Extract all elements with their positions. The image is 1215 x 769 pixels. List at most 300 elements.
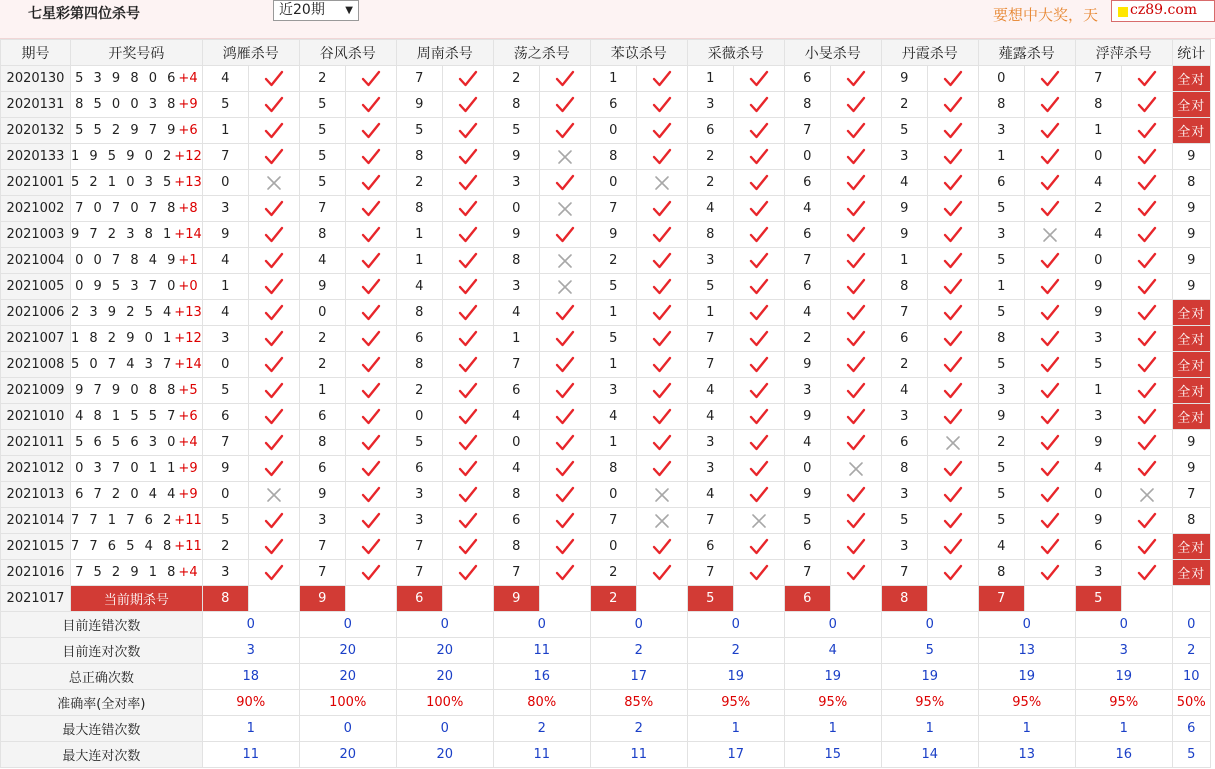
cross-icon xyxy=(1024,222,1075,248)
check-icon xyxy=(636,66,687,92)
check-icon xyxy=(248,456,299,482)
kill-number-cell: 3 xyxy=(202,196,248,222)
check-icon xyxy=(248,66,299,92)
empty-cell xyxy=(733,586,784,612)
check-icon xyxy=(1121,404,1172,430)
top-bar xyxy=(0,0,1215,39)
check-icon xyxy=(1121,378,1172,404)
check-icon xyxy=(830,92,881,118)
check-icon xyxy=(830,378,881,404)
period-cell: 2021016 xyxy=(1,560,71,586)
draw-numbers: 4 8 1 5 5 7 xyxy=(75,409,179,424)
kill-number-cell: 0 xyxy=(784,144,830,170)
empty-cell xyxy=(1024,586,1075,612)
kill-number-cell: 4 xyxy=(1075,170,1121,196)
check-icon xyxy=(1024,352,1075,378)
kill-number-cell: 3 xyxy=(881,144,927,170)
draw-numbers-cell xyxy=(71,118,203,144)
kill-number-cell: 7 xyxy=(493,560,539,586)
kill-number-cell: 8 xyxy=(978,92,1024,118)
summary-value: 0 xyxy=(299,612,396,638)
kill-number-table xyxy=(0,39,1211,768)
summary-row xyxy=(1,742,1211,768)
check-icon xyxy=(927,144,978,170)
check-icon xyxy=(1121,300,1172,326)
check-icon xyxy=(1024,274,1075,300)
table-row xyxy=(1,222,1211,248)
kill-number-cell: 6 xyxy=(881,326,927,352)
check-icon xyxy=(636,326,687,352)
column-header-expert: 周南杀号 xyxy=(396,40,493,66)
summary-value: 11 xyxy=(590,742,687,768)
kill-number-cell: 5 xyxy=(396,430,442,456)
kill-number-cell: 4 xyxy=(493,404,539,430)
kill-number-cell: 9 xyxy=(784,352,830,378)
check-icon xyxy=(442,274,493,300)
kill-number-cell: 5 xyxy=(978,482,1024,508)
kill-number-cell: 1 xyxy=(202,118,248,144)
table-row xyxy=(1,326,1211,352)
kill-number-cell: 8 xyxy=(493,248,539,274)
draw-numbers-cell xyxy=(71,430,203,456)
kill-number-cell: 8 xyxy=(396,300,442,326)
check-icon xyxy=(636,378,687,404)
cross-icon xyxy=(539,274,590,300)
kill-number-cell: 5 xyxy=(978,300,1024,326)
check-icon xyxy=(442,534,493,560)
check-icon xyxy=(248,144,299,170)
kill-number-cell: 5 xyxy=(978,456,1024,482)
check-icon xyxy=(927,248,978,274)
check-icon xyxy=(733,196,784,222)
check-icon xyxy=(1024,326,1075,352)
kill-number-cell: 4 xyxy=(1075,456,1121,482)
table-row xyxy=(1,274,1211,300)
summary-value: 20 xyxy=(299,638,396,664)
period-cell: 2021003 xyxy=(1,222,71,248)
check-icon xyxy=(636,248,687,274)
check-icon xyxy=(442,508,493,534)
kill-number-cell: 7 xyxy=(590,508,636,534)
check-icon xyxy=(248,534,299,560)
summary-value: 1 xyxy=(687,716,784,742)
draw-extra: +9 xyxy=(178,487,198,502)
period-cell: 2021014 xyxy=(1,508,71,534)
check-icon xyxy=(927,300,978,326)
cross-icon xyxy=(248,482,299,508)
check-icon xyxy=(733,92,784,118)
period-cell: 2021007 xyxy=(1,326,71,352)
check-icon xyxy=(345,378,396,404)
table-row xyxy=(1,92,1211,118)
kill-number-cell: 2 xyxy=(978,430,1024,456)
draw-extra: +6 xyxy=(178,409,198,424)
check-icon xyxy=(539,66,590,92)
period-cell: 2021008 xyxy=(1,352,71,378)
kill-number-cell: 1 xyxy=(396,248,442,274)
summary-value: 13 xyxy=(978,638,1075,664)
check-icon xyxy=(733,170,784,196)
table-row xyxy=(1,534,1211,560)
check-icon xyxy=(442,378,493,404)
kill-number-cell: 4 xyxy=(687,404,733,430)
empty-cell xyxy=(345,586,396,612)
draw-numbers-cell xyxy=(71,300,203,326)
column-header-expert: 小旻杀号 xyxy=(784,40,881,66)
summary-value: 95% xyxy=(1075,690,1172,716)
kill-number-cell: 1 xyxy=(590,430,636,456)
current-kill-number: 6 xyxy=(784,586,830,612)
kill-number-cell: 1 xyxy=(978,144,1024,170)
summary-value: 4 xyxy=(784,638,881,664)
check-icon xyxy=(539,560,590,586)
kill-number-cell: 9 xyxy=(881,196,927,222)
kill-number-cell: 6 xyxy=(687,534,733,560)
kill-number-cell: 3 xyxy=(687,92,733,118)
summary-value: 90% xyxy=(202,690,299,716)
draw-numbers: 6 7 2 0 4 4 xyxy=(75,487,179,502)
period-select-value: 近20期 xyxy=(279,2,325,18)
summary-value: 0 xyxy=(1075,612,1172,638)
kill-number-cell: 4 xyxy=(590,404,636,430)
check-icon xyxy=(442,430,493,456)
check-icon xyxy=(733,144,784,170)
summary-value: 0 xyxy=(396,612,493,638)
current-kill-number: 8 xyxy=(881,586,927,612)
summary-value: 0 xyxy=(978,612,1075,638)
kill-number-cell: 9 xyxy=(493,144,539,170)
kill-number-cell: 8 xyxy=(396,196,442,222)
kill-number-cell: 7 xyxy=(299,196,345,222)
kill-number-cell: 8 xyxy=(1075,92,1121,118)
check-icon xyxy=(248,196,299,222)
period-select[interactable] xyxy=(273,0,359,21)
kill-number-cell: 4 xyxy=(202,300,248,326)
check-icon xyxy=(248,274,299,300)
draw-extra: +12 xyxy=(174,331,202,346)
draw-numbers: 7 5 2 9 1 8 xyxy=(75,565,179,580)
draw-numbers: 5 3 9 8 0 6 xyxy=(75,71,179,86)
kill-number-cell: 1 xyxy=(590,300,636,326)
column-header-expert: 鸿雁杀号 xyxy=(202,40,299,66)
check-icon xyxy=(1121,352,1172,378)
kill-number-cell: 7 xyxy=(784,560,830,586)
check-icon xyxy=(345,430,396,456)
summary-stat: 50% xyxy=(1172,690,1210,716)
summary-stat: 0 xyxy=(1172,612,1210,638)
summary-value: 0 xyxy=(493,612,590,638)
kill-number-cell: 3 xyxy=(1075,326,1121,352)
check-icon xyxy=(830,222,881,248)
kill-number-cell: 1 xyxy=(590,352,636,378)
kill-number-cell: 8 xyxy=(299,430,345,456)
draw-numbers: 1 9 5 9 0 2 xyxy=(71,149,175,164)
draw-extra: +4 xyxy=(178,435,198,450)
summary-value: 20 xyxy=(299,664,396,690)
check-icon xyxy=(248,118,299,144)
stat-cell: 全对 xyxy=(1172,404,1210,430)
cross-icon xyxy=(539,248,590,274)
draw-numbers-cell xyxy=(71,482,203,508)
check-icon xyxy=(927,508,978,534)
kill-number-cell: 6 xyxy=(299,456,345,482)
kill-number-cell: 7 xyxy=(881,560,927,586)
empty-cell xyxy=(1172,586,1210,612)
current-kill-number: 8 xyxy=(202,586,248,612)
check-icon xyxy=(345,560,396,586)
check-icon xyxy=(927,170,978,196)
check-icon xyxy=(733,404,784,430)
kill-number-cell: 2 xyxy=(687,144,733,170)
check-icon xyxy=(636,196,687,222)
summary-value: 2 xyxy=(493,716,590,742)
kill-number-cell: 4 xyxy=(202,248,248,274)
current-kill-number: 7 xyxy=(978,586,1024,612)
kill-number-cell: 4 xyxy=(202,66,248,92)
kill-number-cell: 7 xyxy=(396,560,442,586)
kill-number-cell: 6 xyxy=(396,326,442,352)
check-icon xyxy=(733,456,784,482)
summary-value: 85% xyxy=(590,690,687,716)
summary-row xyxy=(1,690,1211,716)
column-header-expert: 薤露杀号 xyxy=(978,40,1075,66)
summary-row xyxy=(1,664,1211,690)
kill-number-cell: 0 xyxy=(202,170,248,196)
summary-label: 目前连对次数 xyxy=(1,638,203,664)
draw-extra: +9 xyxy=(178,461,198,476)
kill-number-cell: 7 xyxy=(687,508,733,534)
stat-cell: 全对 xyxy=(1172,300,1210,326)
check-icon xyxy=(636,300,687,326)
current-kill-number: 9 xyxy=(493,586,539,612)
kill-number-cell: 5 xyxy=(978,508,1024,534)
draw-numbers: 2 3 9 2 5 4 xyxy=(71,305,175,320)
period-cell: 2021004 xyxy=(1,248,71,274)
kill-number-cell: 6 xyxy=(784,222,830,248)
kill-number-cell: 4 xyxy=(493,456,539,482)
kill-number-cell: 4 xyxy=(299,248,345,274)
summary-value: 1 xyxy=(202,716,299,742)
kill-number-cell: 9 xyxy=(881,66,927,92)
kill-number-cell: 4 xyxy=(881,170,927,196)
kill-number-cell: 7 xyxy=(687,352,733,378)
table-row xyxy=(1,378,1211,404)
kill-number-cell: 3 xyxy=(687,456,733,482)
cross-icon xyxy=(830,456,881,482)
kill-number-cell: 1 xyxy=(590,66,636,92)
draw-numbers-cell xyxy=(71,248,203,274)
summary-value: 15 xyxy=(784,742,881,768)
period-cell: 2021011 xyxy=(1,430,71,456)
draw-numbers: 7 7 1 7 6 2 xyxy=(71,513,175,528)
period-cell: 2021012 xyxy=(1,456,71,482)
summary-value: 0 xyxy=(687,612,784,638)
check-icon xyxy=(1024,300,1075,326)
check-icon xyxy=(830,300,881,326)
check-icon xyxy=(442,300,493,326)
stat-cell: 9 xyxy=(1172,430,1210,456)
check-icon xyxy=(248,326,299,352)
kill-number-cell: 1 xyxy=(881,248,927,274)
check-icon xyxy=(539,352,590,378)
check-icon xyxy=(345,274,396,300)
check-icon xyxy=(927,456,978,482)
period-cell: 2020132 xyxy=(1,118,71,144)
table-row xyxy=(1,66,1211,92)
summary-value: 17 xyxy=(590,664,687,690)
kill-number-cell: 5 xyxy=(978,248,1024,274)
kill-number-cell: 9 xyxy=(299,274,345,300)
kill-number-cell: 3 xyxy=(1075,560,1121,586)
kill-number-cell: 8 xyxy=(590,144,636,170)
kill-number-cell: 0 xyxy=(590,482,636,508)
stat-cell: 9 xyxy=(1172,222,1210,248)
draw-numbers: 7 0 7 0 7 8 xyxy=(75,201,179,216)
draw-numbers-cell xyxy=(71,352,203,378)
check-icon xyxy=(345,482,396,508)
draw-extra: +11 xyxy=(174,539,202,554)
check-icon xyxy=(830,560,881,586)
check-icon xyxy=(636,560,687,586)
check-icon xyxy=(442,118,493,144)
kill-number-cell: 5 xyxy=(590,326,636,352)
kill-number-cell: 7 xyxy=(784,248,830,274)
kill-number-cell: 0 xyxy=(978,66,1024,92)
kill-number-cell: 1 xyxy=(202,274,248,300)
kill-number-cell: 5 xyxy=(1075,352,1121,378)
draw-numbers: 0 9 5 3 7 0 xyxy=(75,279,179,294)
check-icon xyxy=(1121,118,1172,144)
check-icon xyxy=(442,170,493,196)
kill-number-cell: 0 xyxy=(396,404,442,430)
draw-extra: +12 xyxy=(174,149,202,164)
draw-numbers-cell xyxy=(71,92,203,118)
check-icon xyxy=(830,144,881,170)
check-icon xyxy=(539,222,590,248)
kill-number-cell: 7 xyxy=(202,144,248,170)
kill-number-cell: 4 xyxy=(784,430,830,456)
check-icon xyxy=(927,352,978,378)
kill-number-cell: 2 xyxy=(396,170,442,196)
summary-value: 5 xyxy=(881,638,978,664)
table-row xyxy=(1,560,1211,586)
check-icon xyxy=(636,404,687,430)
kill-number-cell: 0 xyxy=(202,352,248,378)
kill-number-cell: 7 xyxy=(299,534,345,560)
kill-number-cell: 7 xyxy=(1075,66,1121,92)
draw-numbers: 5 2 1 0 3 5 xyxy=(71,175,175,190)
kill-number-cell: 2 xyxy=(299,66,345,92)
empty-cell xyxy=(636,586,687,612)
summary-label: 总正确次数 xyxy=(1,664,203,690)
kill-number-cell: 6 xyxy=(784,274,830,300)
table-row xyxy=(1,352,1211,378)
kill-number-cell: 5 xyxy=(202,378,248,404)
check-icon xyxy=(1121,508,1172,534)
kill-number-cell: 4 xyxy=(687,196,733,222)
empty-cell xyxy=(442,586,493,612)
period-cell: 2020133 xyxy=(1,144,71,170)
check-icon xyxy=(442,456,493,482)
draw-numbers: 0 0 7 8 4 9 xyxy=(75,253,179,268)
check-icon xyxy=(830,118,881,144)
kill-number-cell: 6 xyxy=(299,404,345,430)
summary-value: 19 xyxy=(1075,664,1172,690)
check-icon xyxy=(248,300,299,326)
kill-number-cell: 3 xyxy=(978,378,1024,404)
summary-value: 16 xyxy=(1075,742,1172,768)
check-icon xyxy=(1024,196,1075,222)
site-logo[interactable] xyxy=(1111,0,1215,22)
draw-extra: +1 xyxy=(178,253,198,268)
kill-number-cell: 0 xyxy=(784,456,830,482)
kill-number-cell: 4 xyxy=(881,378,927,404)
check-icon xyxy=(1121,144,1172,170)
check-icon xyxy=(927,92,978,118)
kill-number-cell: 9 xyxy=(1075,430,1121,456)
kill-number-cell: 9 xyxy=(299,482,345,508)
kill-number-cell: 7 xyxy=(202,430,248,456)
check-icon xyxy=(830,534,881,560)
summary-value: 0 xyxy=(784,612,881,638)
check-icon xyxy=(539,482,590,508)
kill-number-cell: 5 xyxy=(687,274,733,300)
check-icon xyxy=(927,118,978,144)
kill-number-cell: 4 xyxy=(1075,222,1121,248)
check-icon xyxy=(345,170,396,196)
summary-value: 1 xyxy=(784,716,881,742)
table-row xyxy=(1,248,1211,274)
check-icon xyxy=(248,404,299,430)
kill-number-cell: 3 xyxy=(784,378,830,404)
summary-value: 20 xyxy=(396,638,493,664)
check-icon xyxy=(1024,404,1075,430)
kill-number-cell: 9 xyxy=(978,404,1024,430)
kill-number-cell: 5 xyxy=(590,274,636,300)
column-header-stats: 统计 xyxy=(1172,40,1210,66)
stat-cell: 全对 xyxy=(1172,92,1210,118)
check-icon xyxy=(1024,248,1075,274)
draw-numbers-cell xyxy=(71,404,203,430)
kill-number-cell: 9 xyxy=(1075,300,1121,326)
kill-number-cell: 3 xyxy=(881,534,927,560)
period-cell: 2021010 xyxy=(1,404,71,430)
summary-value: 80% xyxy=(493,690,590,716)
kill-number-cell: 7 xyxy=(881,300,927,326)
kill-number-cell: 7 xyxy=(299,560,345,586)
kill-number-cell: 3 xyxy=(978,118,1024,144)
column-header-expert: 丹霞杀号 xyxy=(881,40,978,66)
current-kill-number: 2 xyxy=(590,586,636,612)
draw-numbers-cell xyxy=(71,378,203,404)
cross-icon xyxy=(636,170,687,196)
kill-number-cell: 7 xyxy=(687,560,733,586)
draw-numbers: 7 7 6 5 4 8 xyxy=(71,539,175,554)
kill-number-cell: 2 xyxy=(299,326,345,352)
column-header-expert: 苯苡杀号 xyxy=(590,40,687,66)
kill-number-cell: 1 xyxy=(687,300,733,326)
chevron-down-icon: ▼ xyxy=(345,5,353,16)
kill-number-cell: 5 xyxy=(299,144,345,170)
kill-number-cell: 0 xyxy=(1075,482,1121,508)
check-icon xyxy=(830,352,881,378)
stat-cell: 8 xyxy=(1172,170,1210,196)
kill-number-cell: 8 xyxy=(784,92,830,118)
check-icon xyxy=(830,326,881,352)
check-icon xyxy=(636,534,687,560)
draw-numbers-cell xyxy=(71,274,203,300)
column-header-expert: 采薇杀号 xyxy=(687,40,784,66)
